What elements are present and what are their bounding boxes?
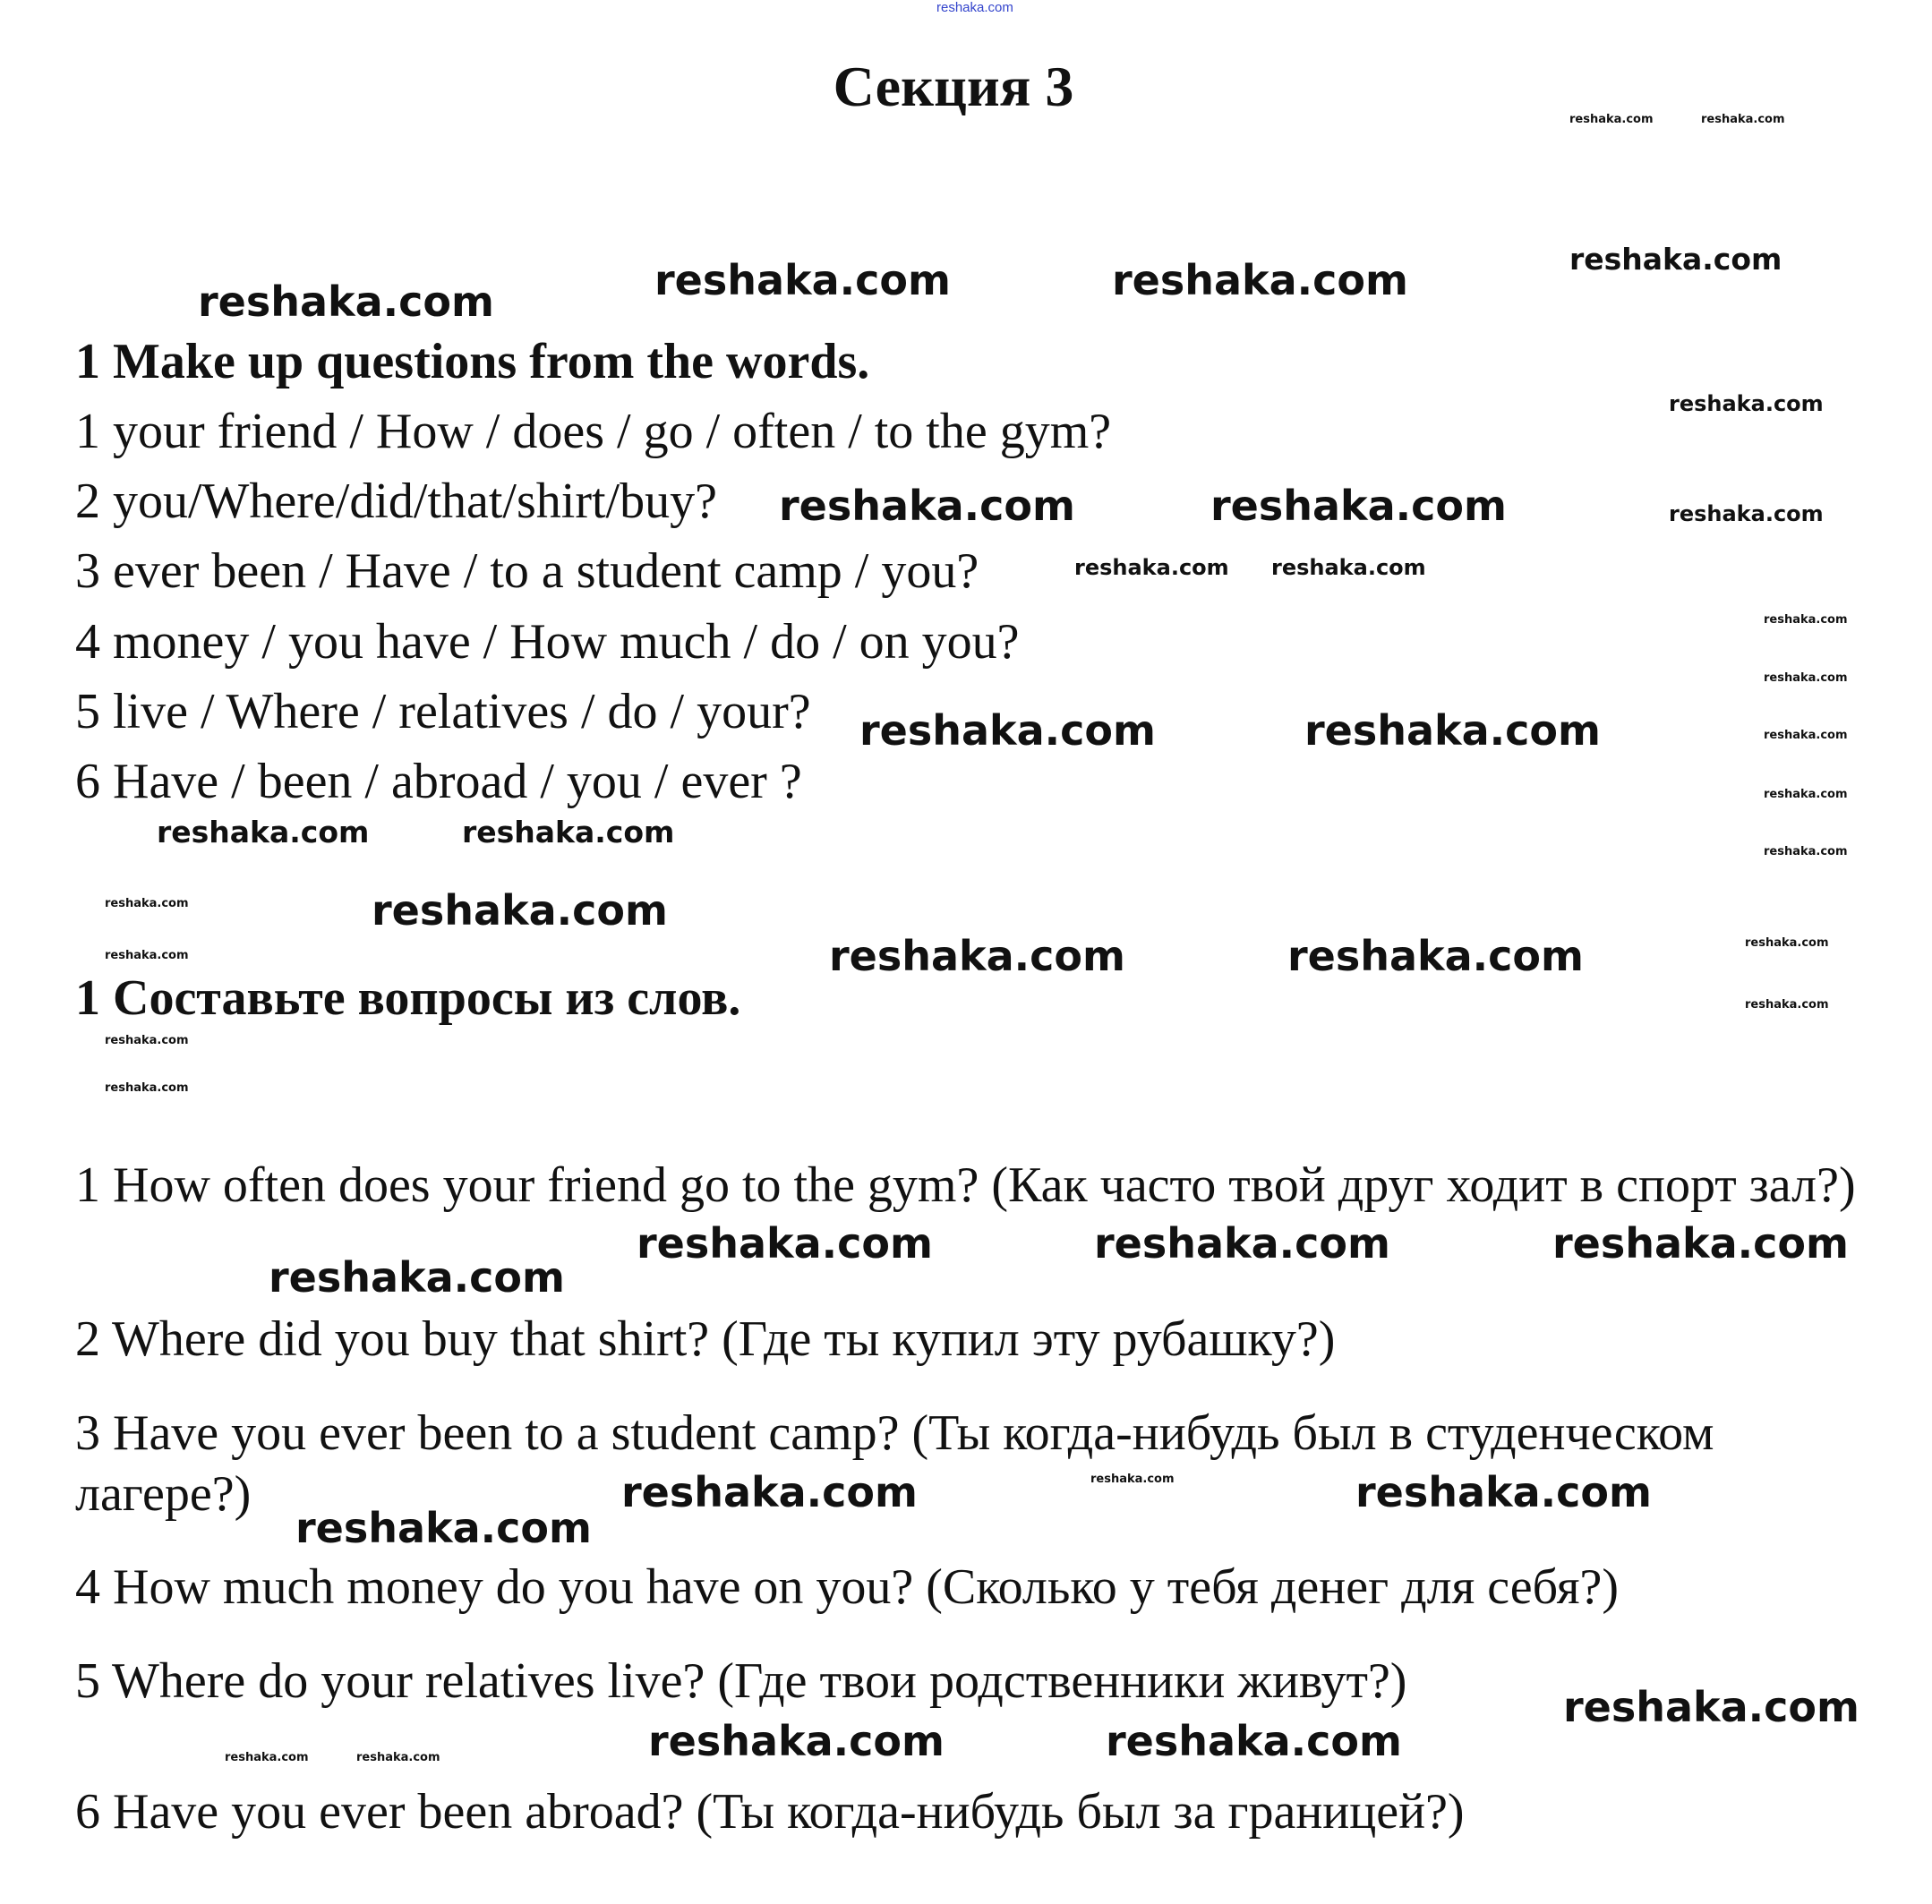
watermark: reshaka.com (105, 1034, 189, 1047)
exercise-heading: 1 Make up questions from the words. (75, 334, 870, 389)
page-title: Секция 3 (833, 55, 1074, 118)
watermark: reshaka.com (1552, 1219, 1849, 1268)
watermark: reshaka.com (1764, 671, 1848, 685)
watermark: reshaka.com (1094, 1219, 1390, 1268)
watermark: reshaka.com (1701, 113, 1785, 126)
exercise-item: 4 money / you have / How much / do / on you? (75, 614, 1020, 670)
watermark: reshaka.com (372, 886, 668, 935)
answer-item: 1 How often does your friend go to the gym? (Как часто твой друг ходит в спорт зал?) (75, 1157, 1856, 1213)
answer-item: 4 How much money do you have on you? (Сколько у тебя денег для себя?) (75, 1559, 1620, 1615)
watermark: reshaka.com (1112, 256, 1408, 304)
watermark: reshaka.com (1764, 729, 1848, 742)
watermark: reshaka.com (829, 932, 1125, 980)
watermark: reshaka.com (1304, 706, 1601, 755)
watermark: reshaka.com (225, 1751, 309, 1764)
watermark: reshaka.com (295, 1504, 592, 1552)
watermark: reshaka.com (654, 256, 951, 304)
answer-item: 2 Where did you buy that shirt? (Где ты купил эту рубашку?) (75, 1311, 1336, 1367)
watermark: reshaka.com (269, 1253, 565, 1302)
watermark: reshaka.com (157, 815, 370, 850)
exercise-item: 3 ever been / Have / to a student camp / you? (75, 543, 979, 599)
watermark: reshaka.com (105, 897, 189, 910)
watermark: reshaka.com (198, 277, 494, 326)
exercise-item: 5 live / Where / relatives / do / your? (75, 684, 811, 739)
watermark: reshaka.com (1745, 936, 1829, 950)
exercise-item: 1 your friend / How / does / go / often / to the gym? (75, 404, 1112, 459)
watermark: reshaka.com (1669, 501, 1824, 526)
watermark: reshaka.com (1210, 482, 1507, 530)
watermark: reshaka.com (1355, 1468, 1652, 1516)
watermark: reshaka.com (637, 1219, 933, 1268)
watermark: reshaka.com (779, 482, 1075, 530)
watermark: reshaka.com (1764, 613, 1848, 627)
answer-item: 3 Have you ever been to a student camp? (Ты когда-нибудь был в студенческом лагере?) (75, 1405, 1714, 1522)
translation-heading: 1 Составьте вопросы из слов. (75, 970, 741, 1026)
watermark: reshaka.com (621, 1468, 918, 1516)
watermark: reshaka.com (1669, 391, 1824, 416)
watermark: reshaka.com (1764, 845, 1848, 858)
watermark: reshaka.com (105, 949, 189, 962)
watermark: reshaka.com (1271, 555, 1426, 580)
top-site-link[interactable]: reshaka.com (936, 0, 1013, 15)
watermark: reshaka.com (356, 1751, 440, 1764)
watermark: reshaka.com (1074, 555, 1229, 580)
watermark: reshaka.com (105, 1081, 189, 1095)
watermark: reshaka.com (1569, 242, 1782, 277)
watermark: reshaka.com (859, 706, 1156, 755)
watermark: reshaka.com (648, 1717, 945, 1765)
watermark: reshaka.com (462, 815, 675, 850)
watermark: reshaka.com (1764, 788, 1848, 801)
watermark: reshaka.com (1569, 113, 1654, 126)
watermark: reshaka.com (1287, 932, 1584, 980)
watermark: reshaka.com (1106, 1717, 1402, 1765)
answer-item: 5 Where do your relatives live? (Где твои родственники живут?) (75, 1653, 1407, 1709)
watermark: reshaka.com (1090, 1473, 1175, 1486)
watermark: reshaka.com (1563, 1683, 1859, 1731)
exercise-item: 6 Have / been / abroad / you / ever ? (75, 754, 802, 809)
answer-item: 6 Have you ever been abroad? (Ты когда-нибудь был за границей?) (75, 1784, 1465, 1840)
exercise-item: 2 you/Where/did/that/shirt/buy? (75, 474, 717, 529)
watermark: reshaka.com (1745, 998, 1829, 1012)
